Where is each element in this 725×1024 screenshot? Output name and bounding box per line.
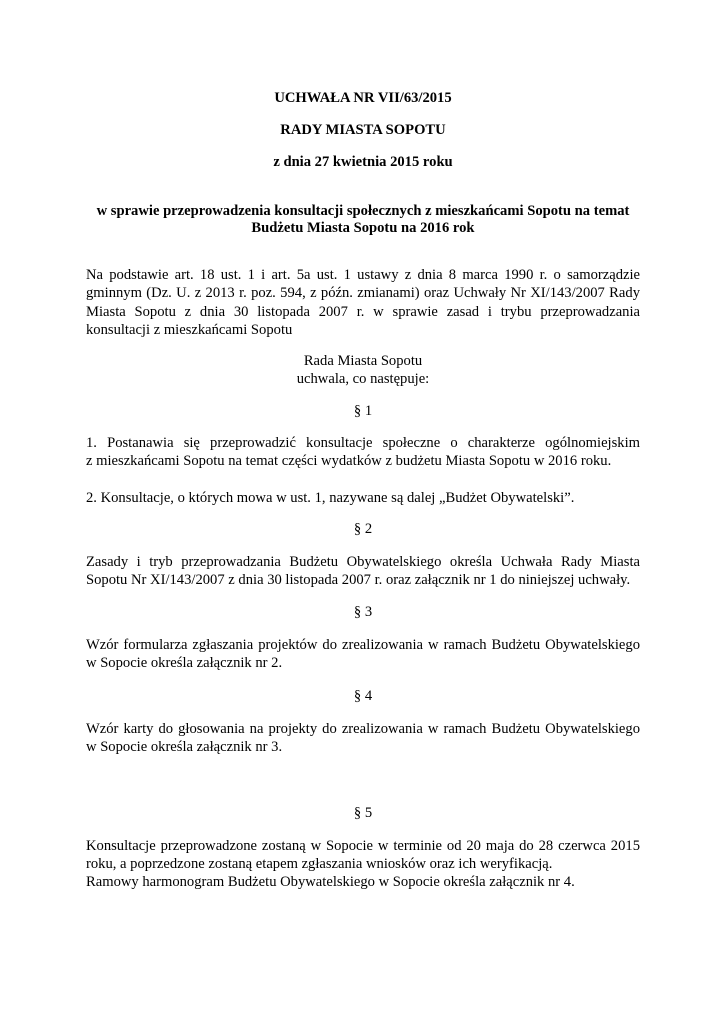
resolution-date: z dnia 27 kwietnia 2015 roku — [273, 154, 453, 170]
section-5-line: roku, a poprzedzone zostaną etapem zgłaszania wniosków oraz ich weryfikacją. — [86, 856, 553, 873]
section-1-p1-line: 1. Postanawia się przeprowadzić konsultacje społeczne o charakterze ogólnomiejskim — [86, 435, 640, 451]
preamble-line: Na podstawie art. 18 ust. 1 i art. 5a ust. 1 ustawy z dnia 8 marca 1990 r. o samorządzie — [86, 267, 640, 283]
preamble-line: gminnym (Dz. U. z 2013 r. poz. 594, z późn. zmianami) oraz Uchwały Nr XI/143/2007 Rady — [86, 285, 640, 302]
preamble-line: Miasta Sopotu z dnia 30 listopada 2007 r. w sprawie zasad i trybu przeprowadzania — [86, 303, 640, 320]
section-4-line: Wzór karty do głosowania na projekty do zrealizowania w ramach Budżetu Obywatelskiego — [86, 721, 640, 737]
section-1-p1-line: z mieszkańcami Sopotu na temat części wydatków z budżetu Miasta Sopotu w 2016 roku. — [86, 453, 612, 470]
section-5-schedule-line: Ramowy harmonogram Budżetu Obywatelskiego w Sopocie określa załącznik nr 4. — [86, 874, 575, 890]
section-4-heading: § 4 — [353, 688, 373, 704]
section-4-line: w Sopocie określa załącznik nr 3. — [86, 739, 283, 756]
section-3-line: Wzór formularza zgłaszania projektów do zrealizowania w ramach Budżetu Obywatelskiego — [86, 637, 640, 653]
section-3-heading: § 3 — [353, 604, 373, 620]
council-name: RADY MIASTA SOPOTU — [280, 122, 446, 138]
section-2-line: Sopotu Nr XI/143/2007 z dnia 30 listopada 2007 r. oraz załącznik nr 1 do niniejszej uchwały. — [86, 572, 631, 589]
section-2-line: Zasady i tryb przeprowadzania Budżetu Obywatelskiego określa Uchwała Rady Miasta — [86, 554, 640, 570]
preamble-line: konsultacji z mieszkańcami Sopotu — [86, 321, 293, 338]
section-4-paragraph — [86, 720, 640, 757]
section-1-heading: § 1 — [353, 403, 373, 419]
section-2-paragraph — [86, 553, 640, 590]
preamble-paragraph — [86, 266, 640, 339]
section-5-line: Konsultacje przeprowadzone zostaną w Sopocie w terminie od 20 maja do 28 czerwca 2015 — [86, 838, 640, 854]
section-5-heading: § 5 — [353, 805, 373, 821]
subject-line-1: w sprawie przeprowadzenia konsultacji społecznych z mieszkańcami Sopotu na temat — [96, 203, 630, 219]
section-5-paragraph — [86, 837, 640, 874]
subject-line-2: Budżetu Miasta Sopotu na 2016 rok — [251, 220, 475, 236]
section-1-paragraph-2: 2. Konsultacje, o których mowa w ust. 1, nazywane są dalej „Budżet Obywatelski”. — [86, 490, 575, 506]
enactment-line-2: uchwala, co następuje: — [296, 371, 430, 387]
section-3-line: w Sopocie określa załącznik nr 2. — [86, 655, 283, 672]
section-2-heading: § 2 — [353, 521, 373, 537]
section-3-paragraph — [86, 636, 640, 673]
resolution-number: UCHWAŁA NR VII/63/2015 — [274, 90, 452, 106]
enactment-line-1: Rada Miasta Sopotu — [303, 353, 423, 369]
section-1-paragraph-1 — [86, 434, 640, 471]
